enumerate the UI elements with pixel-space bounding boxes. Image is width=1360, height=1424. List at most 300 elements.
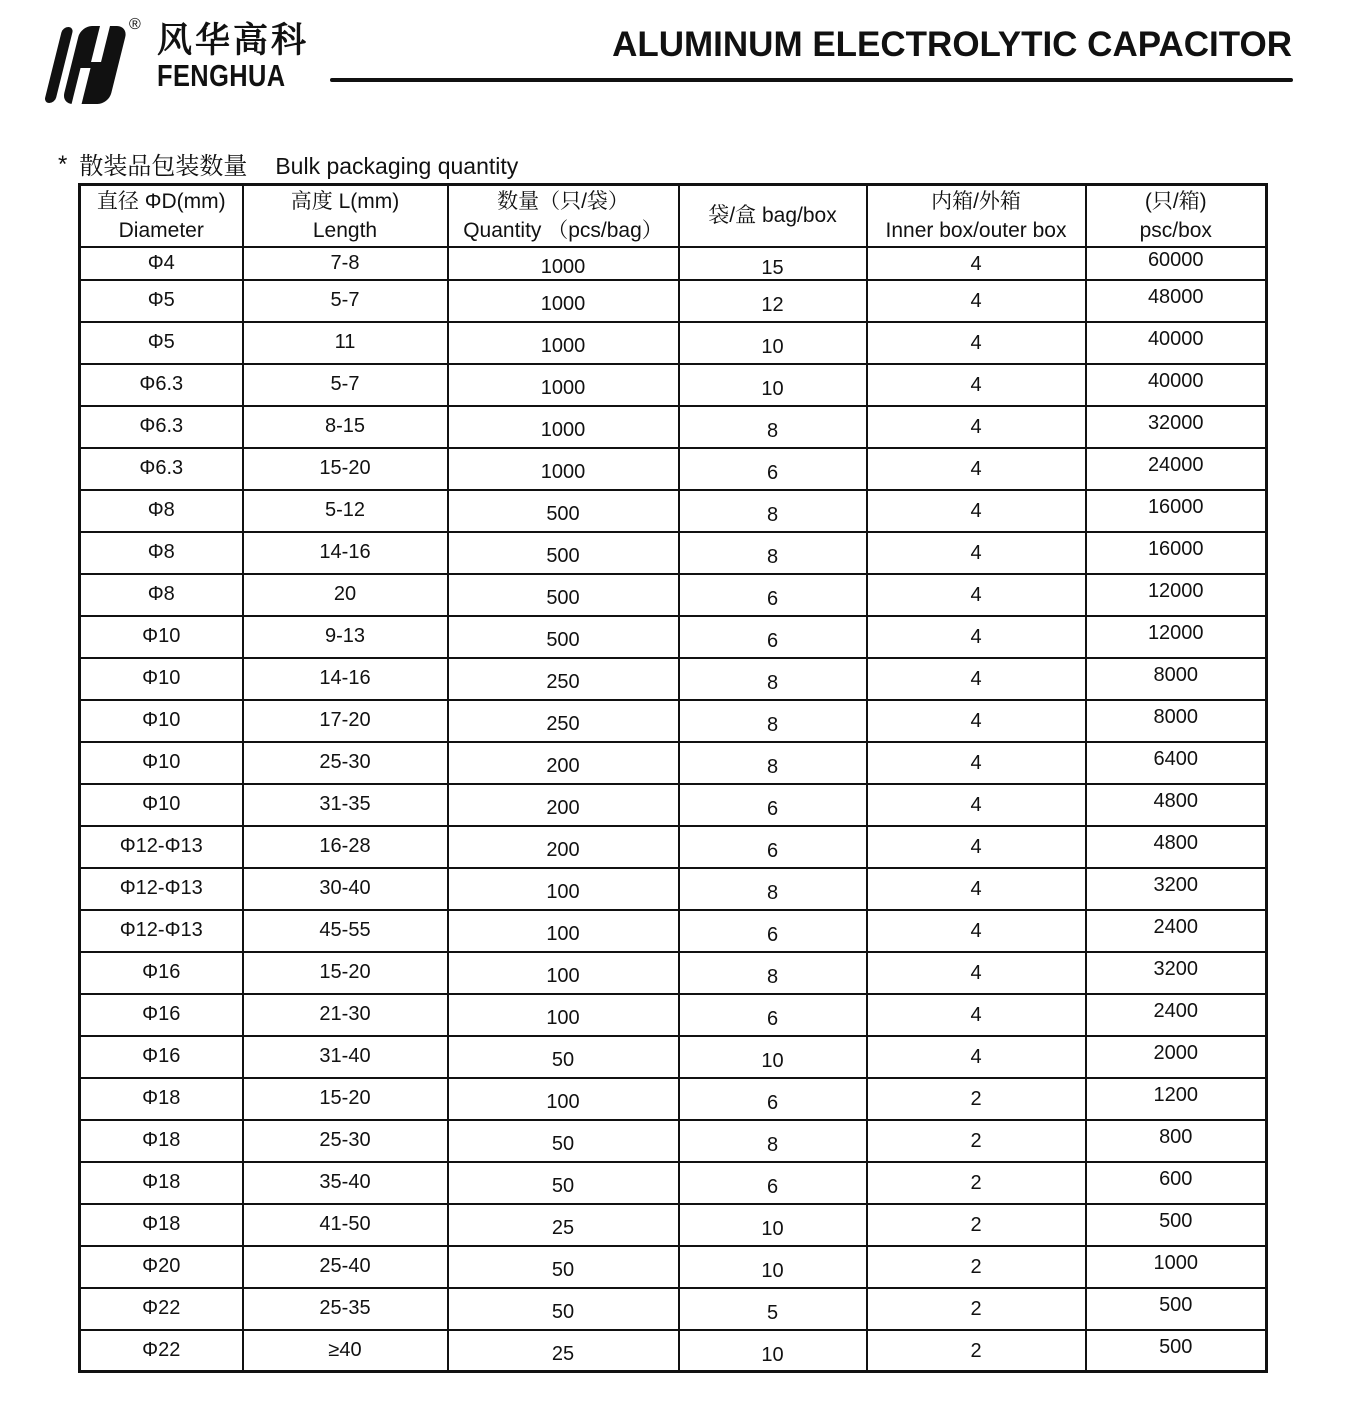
table-cell [679,247,867,280]
cell-value: 10 [761,1260,784,1282]
table-cell [448,658,679,700]
column-header-line1: 袋/盒 bag/box [708,204,837,228]
cell-value: 600 [1159,1168,1193,1190]
cell-value: 10 [761,1343,784,1366]
table-cell [679,406,867,448]
table-cell [448,322,679,364]
cell-value: 100 [546,923,580,945]
table-cell [867,1204,1086,1246]
cell-value: 4 [970,374,982,396]
table-cell [679,1204,867,1246]
cell-value: 6 [766,630,779,652]
cell-value: 1000 [1153,1252,1198,1274]
cell-value: 200 [546,797,580,819]
table-row [80,322,1267,364]
table-cell [679,1330,867,1372]
table-cell [448,1330,679,1372]
table-cell [679,616,867,658]
cell-value: Φ8 [147,541,175,563]
table-cell [1086,994,1267,1036]
cell-value: 8 [766,546,779,568]
table-cell [1086,742,1267,784]
table-cell [243,532,448,574]
cell-value: ≥40 [328,1338,362,1361]
cell-value: 15 [761,256,784,279]
table-cell [243,574,448,616]
cell-value: 8 [766,714,779,736]
table-cell [80,700,243,742]
cell-value: 2 [970,1339,982,1362]
section-title-english: Bulk packaging quantity [275,153,519,179]
cell-value: 10 [761,1218,784,1240]
column-header-line1: 数量（只/袋） [497,189,629,213]
cell-value: 10 [761,378,784,400]
cell-value: 100 [546,881,580,903]
table-cell [1086,247,1267,280]
cell-value: 40000 [1147,370,1204,392]
cell-value: 4 [970,752,982,774]
cell-value: 50 [551,1133,575,1155]
cell-value: 500 [546,545,580,567]
table-row [80,280,1267,322]
cell-value: 100 [546,1007,580,1029]
column-header-line1: 内箱/外箱 [931,189,1021,213]
cell-value: 4 [970,626,982,648]
cell-value: 6 [766,924,779,946]
table-cell [1086,784,1267,826]
column-header-line2: Length [312,218,378,242]
table-cell [679,280,867,322]
table-header-row [80,185,1267,247]
column-header-line2: Diameter [118,218,204,242]
table-cell [1086,448,1267,490]
cell-value: Φ6.3 [139,415,184,437]
table-body [80,247,1267,1372]
registered-trademark-icon: ® [129,16,141,33]
cell-value: 2400 [1153,1000,1198,1022]
cell-value: Φ10 [142,751,181,773]
table-cell [1086,280,1267,322]
cell-value: 8 [766,882,779,904]
table-cell [679,448,867,490]
table-cell [243,1246,448,1288]
table-cell [80,616,243,658]
cell-value: 15-20 [319,457,371,479]
cell-value: 8 [766,966,779,988]
table-cell [1086,1330,1267,1372]
table-cell [448,700,679,742]
cell-value: 500 [546,587,580,609]
cell-value: 4 [970,962,982,984]
cell-value: 2 [970,1172,982,1194]
table-cell [867,1120,1086,1162]
cell-value: 2 [970,1088,982,1110]
cell-value: 6400 [1153,748,1198,770]
cell-value: 50 [551,1175,575,1197]
table-cell [448,1078,679,1120]
cell-value: 12000 [1147,580,1204,602]
table-cell [1086,1078,1267,1120]
cell-value: 6 [766,798,779,820]
table-cell [243,1204,448,1246]
cell-value: 17-20 [319,709,371,731]
table-cell [679,364,867,406]
table-cell [1086,490,1267,532]
table-cell [867,616,1086,658]
cell-value: 31-35 [319,793,371,815]
table-cell [243,1162,448,1204]
cell-value: 4 [970,252,982,275]
cell-value: 5 [766,1302,779,1324]
cell-value: 2400 [1153,916,1198,938]
table-cell [679,532,867,574]
table-row [80,574,1267,616]
cell-value: Φ12-Φ13 [119,919,203,941]
table-header [80,185,1267,247]
cell-value: 1000 [540,293,586,315]
cell-value: Φ10 [142,709,181,731]
cell-value: 250 [546,713,580,735]
table-cell [1086,658,1267,700]
table-cell [1086,616,1267,658]
cell-value: 4 [970,500,982,522]
cell-value: 15-20 [319,1087,371,1109]
table-cell [448,1204,679,1246]
cell-value: 25-30 [319,751,371,773]
brand-name-english: FENGHUA [157,58,286,93]
cell-value: 500 [1159,1294,1193,1316]
cell-value: 9-13 [324,625,366,647]
table-cell [448,994,679,1036]
cell-value: 16-28 [319,835,371,857]
table-row [80,1330,1267,1372]
cell-value: 1200 [1153,1084,1198,1106]
table-cell [1086,910,1267,952]
table-row [80,1162,1267,1204]
cell-value: Φ12-Φ13 [119,835,203,857]
table-cell [448,406,679,448]
table-row [80,1246,1267,1288]
table-cell [867,700,1086,742]
table-cell [80,952,243,994]
cell-value: 25-35 [319,1297,371,1319]
table-cell [867,406,1086,448]
cell-value: 1000 [540,377,586,399]
table-cell [1086,952,1267,994]
cell-value: 4 [970,332,982,354]
cell-value: 800 [1159,1126,1193,1148]
table-cell [243,1120,448,1162]
cell-value: Φ18 [142,1087,181,1109]
table-cell [448,952,679,994]
column-header-line1: (只/箱) [1144,189,1207,213]
table-row [80,1036,1267,1078]
cell-value: 4 [970,668,982,690]
cell-value: Φ8 [147,583,175,605]
cell-value: 3200 [1153,874,1198,896]
cell-value: 25 [551,1217,575,1239]
cell-value: 1000 [540,461,586,483]
table-cell [448,364,679,406]
table-cell [679,574,867,616]
table-cell [679,1120,867,1162]
cell-value: Φ16 [142,1045,181,1067]
table-cell [243,1036,448,1078]
table-cell [448,1246,679,1288]
table-cell [243,910,448,952]
cell-value: 500 [1159,1210,1193,1232]
table-cell [867,826,1086,868]
table-cell [80,742,243,784]
cell-value: 4 [970,1004,982,1026]
cell-value: 2 [970,1214,982,1236]
table-cell [867,1288,1086,1330]
table-cell [867,490,1086,532]
cell-value: 11 [334,331,356,353]
table-cell [243,1330,448,1372]
table-cell [80,1036,243,1078]
table-cell [679,1078,867,1120]
table-cell [679,322,867,364]
table-cell [867,322,1086,364]
cell-value: 21-30 [319,1003,371,1025]
table-cell [1086,700,1267,742]
table-cell [679,826,867,868]
table-cell [1086,1120,1267,1162]
cell-value: Φ10 [142,793,181,815]
table-cell [243,322,448,364]
cell-value: 4 [970,458,982,480]
table-cell [243,247,448,280]
cell-value: 60000 [1147,248,1204,271]
table-cell [80,1288,243,1330]
cell-value: 10 [761,1050,784,1072]
table-cell [679,1162,867,1204]
table-cell [80,490,243,532]
table-cell [243,280,448,322]
table-cell [80,1246,243,1288]
table-cell [448,247,679,280]
table-cell [243,658,448,700]
table-cell [1086,322,1267,364]
column-header-length [243,185,448,247]
column-header-bag-per-box [679,185,867,247]
cell-value: 100 [546,965,580,987]
cell-value: 4 [970,836,982,858]
cell-value: 35-40 [319,1171,371,1193]
table-cell [679,1036,867,1078]
table-cell [867,1330,1086,1372]
column-header-line2: Inner box/outer box [885,218,1067,242]
table-cell [448,868,679,910]
table-cell [80,1120,243,1162]
section-heading [58,146,518,181]
cell-value: 20 [333,583,357,605]
cell-value: 8000 [1153,706,1198,728]
table-cell [448,1288,679,1330]
table-cell [448,910,679,952]
table-cell [80,247,243,280]
cell-value: 4 [970,920,982,942]
table-row [80,532,1267,574]
table-cell [1086,1162,1267,1204]
table-cell [867,994,1086,1036]
cell-value: Φ20 [142,1255,181,1277]
table-row [80,700,1267,742]
cell-value: Φ18 [142,1129,181,1151]
cell-value: Φ16 [142,961,181,983]
table-cell [243,826,448,868]
table-cell [1086,1204,1267,1246]
cell-value: 6 [766,462,779,484]
column-header-line2: Quantity （pcs/bag） [463,218,663,242]
table-cell [867,784,1086,826]
table-cell [80,826,243,868]
cell-value: 5-12 [324,499,366,521]
table-cell [80,322,243,364]
table-cell [1086,1036,1267,1078]
cell-value: 4 [970,290,982,312]
table-cell [867,1246,1086,1288]
table-row [80,658,1267,700]
table-cell [243,448,448,490]
table-cell [679,784,867,826]
table-cell [867,742,1086,784]
cell-value: 50 [551,1301,575,1323]
table-cell [867,448,1086,490]
cell-value: 4 [970,1046,982,1068]
table-cell [243,868,448,910]
table-cell [679,490,867,532]
cell-value: 1000 [540,255,586,278]
cell-value: 48000 [1147,286,1204,308]
cell-value: Φ18 [142,1213,181,1235]
cell-value: 14-16 [319,667,371,689]
table-row [80,910,1267,952]
cell-value: Φ6.3 [139,373,184,395]
cell-value: 5-7 [330,373,360,395]
table-cell [679,742,867,784]
cell-value: 14-16 [319,541,371,563]
table-cell [448,1120,679,1162]
table-cell [448,490,679,532]
cell-value: 500 [546,503,580,525]
table-cell [448,448,679,490]
cell-value: 4 [970,710,982,732]
cell-value: 24000 [1147,454,1204,476]
table-cell [679,994,867,1036]
cell-value: 200 [546,755,580,777]
table-row [80,616,1267,658]
table-row [80,952,1267,994]
table-row [80,1078,1267,1120]
table-cell [1086,574,1267,616]
cell-value: 41-50 [319,1213,371,1235]
table-cell [243,1288,448,1330]
section-title-chinese: 散装品包装数量 [79,153,248,180]
table-cell [80,868,243,910]
bulk-packaging-table [78,183,1268,1373]
cell-value: 8 [766,672,779,694]
cell-value: 500 [1159,1335,1193,1358]
table-cell [867,532,1086,574]
table-cell [80,1162,243,1204]
table-cell [80,784,243,826]
table-cell [679,952,867,994]
table-cell [867,247,1086,280]
cell-value: Φ12-Φ13 [119,877,203,899]
cell-value: Φ5 [147,331,175,353]
column-header-diameter [80,185,243,247]
cell-value: 500 [546,629,580,651]
table-cell [243,1078,448,1120]
table-cell [80,1078,243,1120]
table-cell [448,784,679,826]
table-cell [1086,1246,1267,1288]
cell-value: 50 [551,1049,575,1071]
cell-value: 8000 [1153,664,1198,686]
cell-value: 50 [551,1259,575,1281]
table-cell [448,1162,679,1204]
table-cell [80,532,243,574]
brand-name-chinese: 风华高科 [157,21,310,60]
cell-value: 6 [766,1092,779,1114]
cell-value: 200 [546,839,580,861]
cell-value: 6 [766,1008,779,1030]
table-cell [867,868,1086,910]
cell-value: Φ6.3 [139,457,184,479]
table-cell [80,280,243,322]
cell-value: 6 [766,840,779,862]
table-cell [80,574,243,616]
fenghua-logo-icon [44,26,128,104]
cell-value: 4800 [1153,790,1198,812]
table-row [80,826,1267,868]
cell-value: 30-40 [319,877,371,899]
table-row [80,1120,1267,1162]
table-row [80,406,1267,448]
table-cell [1086,868,1267,910]
table-cell [243,742,448,784]
table-cell [243,616,448,658]
table-row [80,448,1267,490]
table-cell [80,1330,243,1372]
table-cell [80,1204,243,1246]
column-header-inner-outer-box [867,185,1086,247]
table-cell [867,574,1086,616]
cell-value: Φ4 [147,251,175,274]
cell-value: 45-55 [319,919,371,941]
table-cell [867,658,1086,700]
cell-value: 2 [970,1298,982,1320]
table-cell [243,994,448,1036]
cell-value: 4 [970,878,982,900]
column-header-line1: 直径 ΦD(mm) [96,189,226,213]
table-row [80,868,1267,910]
table-cell [1086,1288,1267,1330]
cell-value: 12000 [1147,622,1204,644]
table-cell [448,826,679,868]
table-row [80,994,1267,1036]
table-row [80,490,1267,532]
cell-value: Φ5 [147,289,175,311]
table-cell [243,406,448,448]
cell-value: Φ10 [142,667,181,689]
cell-value: 2 [970,1256,982,1278]
cell-value: Φ18 [142,1171,181,1193]
section-asterisk: * [58,151,68,178]
cell-value: 16000 [1147,496,1204,518]
